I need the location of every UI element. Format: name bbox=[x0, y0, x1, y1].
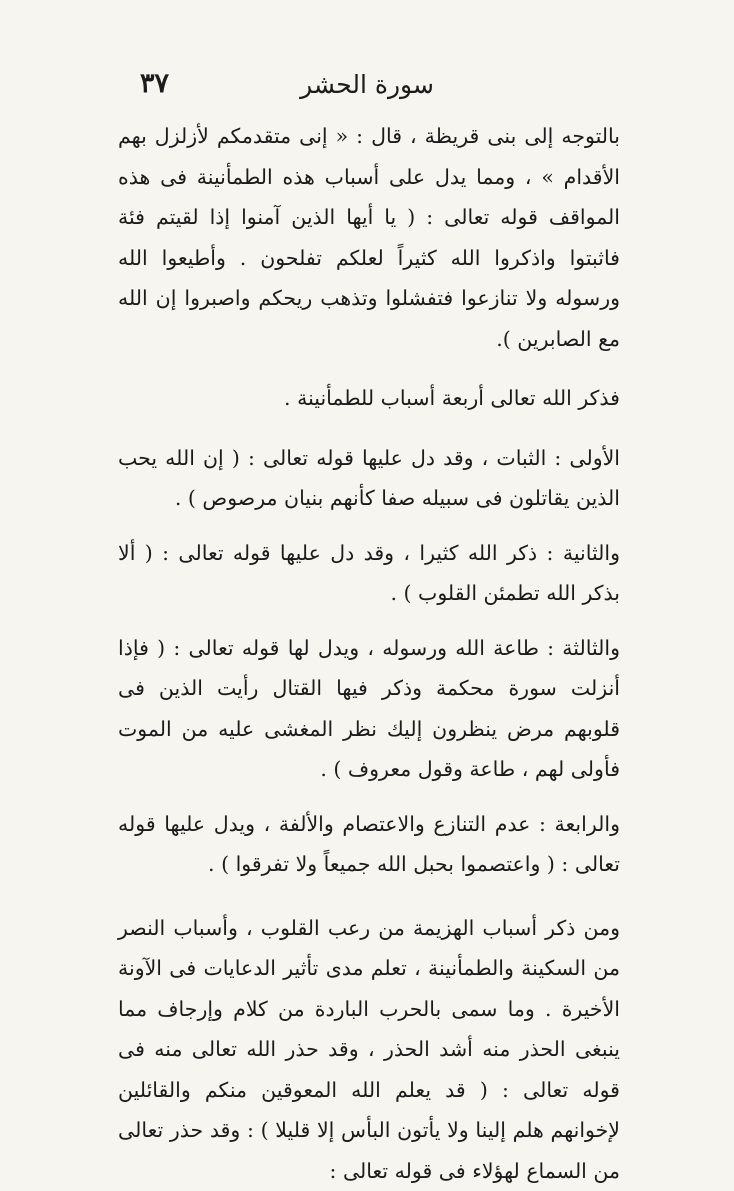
body-text bbox=[118, 116, 620, 1191]
paragraph-third: والثالثة : طاعة الله ورسوله ، ويدل لها قوله تعالى : ( فإذا أنزلت سورة محكمة وذكر فيها القتال رأيت الذين فى قلوبهم مرض ينظرون إليك نظر المغشى عليه من الموت فأولى لهم ، طاعة وقول معروف ) . bbox=[118, 628, 620, 790]
running-title: سورة الحشر bbox=[0, 70, 734, 99]
page-header bbox=[0, 60, 734, 110]
paragraph-first: الأولى : الثبات ، وقد دل عليها قوله تعالى : ( إن الله يحب الذين يقاتلون فى سبيله صفا كأنهم بنيان مرصوص ) . bbox=[118, 438, 620, 519]
page-number: ٣٧ bbox=[140, 68, 169, 99]
paragraph-conclusion: ومن ذكر أسباب الهزيمة من رعب القلوب ، وأسباب النصر من السكينة والطمأنينة ، تعلم مدى تأثير الدعايات فى الآونة الأخيرة . وما سمى بالحرب الباردة من كلام وإرجاف مما ينبغى الحذر منه أشد الحذر ، وقد حذر الله تعالى منه فى قوله تعالى : ( قد يعلم الله المعوقين منكم والقائلين لإخوانهم هلم إلينا ولا يأتون البأس إلا قليلا ) : وقد حذر تعالى من السماع لهؤلاء فى قوله تعالى : bbox=[118, 908, 620, 1191]
paragraph-intro: بالتوجه إلى بنى قريظة ، قال : « إنى متقدمكم لأزلزل بهم الأقدام » ، ومما يدل على أسباب هذه الطمأنينة فى هذه المواقف قوله تعالى : ( يا أيها الذين آمنوا إذا لقيتم فئة فاثبتوا واذكروا الله كثيراً لعلكم تفلحون . وأطيعوا الله ورسوله ولا تنازعوا فتفشلوا وتذهب ريحكم واصبروا إن الله مع الصابرين ). bbox=[118, 116, 620, 359]
paragraph-second: والثانية : ذكر الله كثيرا ، وقد دل عليها قوله تعالى : ( ألا بذكر الله تطمئن القلوب ) . bbox=[118, 533, 620, 614]
paragraph-fourth: والرابعة : عدم التنازع والاعتصام والألفة ، ويدل عليها قوله تعالى : ( واعتصموا بحبل الله جميعاً ولا تفرقوا ) . bbox=[118, 804, 620, 885]
paragraph-four-reasons: فذكر الله تعالى أربعة أسباب للطمأنينة . bbox=[118, 378, 620, 419]
